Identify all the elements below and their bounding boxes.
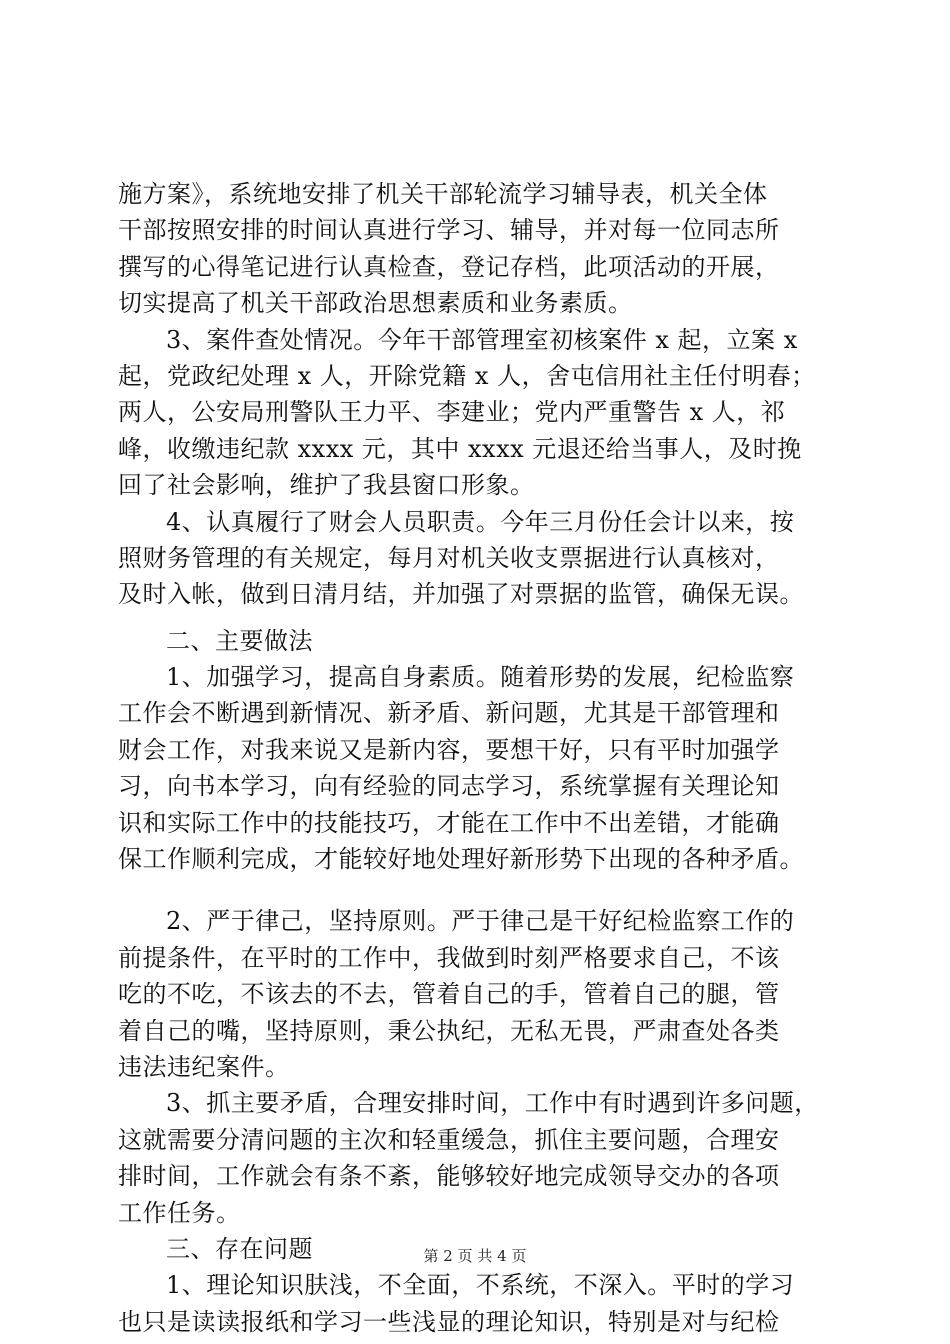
text-line: 违法违纪案件。 — [118, 1052, 290, 1081]
text-line: 两人，公安局刑警队王力平、李建业；党内严重警告 x 人，祁 — [118, 398, 786, 427]
text-line: 照财务管理的有关规定，每月对机关收支票据进行认真核对， — [118, 543, 780, 572]
text-line: 工作任务。 — [118, 1198, 241, 1227]
paragraph-start: 1、加强学习，提高自身素质。随着形势的发展，纪检监察 — [166, 663, 795, 692]
text-line: 吃的不吃，不该去的不去，管着自己的手，管着自己的腿，管 — [118, 980, 780, 1009]
text-line: 切实提高了机关干部政治思想素质和业务素质。 — [118, 289, 633, 318]
paragraph-start: 4、认真履行了财会人员职责。今年三月份任会计以来，按 — [166, 507, 795, 536]
text-line: 工作会不断遇到新情况、新矛盾、新问题，尤其是干部管理和 — [118, 699, 780, 728]
text-line: 着自己的嘴，坚持原则，秉公执纪，无私无畏，严肃查处各类 — [118, 1016, 780, 1045]
text-line: 回了社会影响，维护了我县窗口形象。 — [118, 471, 535, 500]
text-line: 保工作顺利完成，才能较好地处理好新形势下出现的各种矛盾。 — [118, 845, 804, 874]
text-line: 排时间，工作就会有条不紊，能够较好地完成领导交办的各项 — [118, 1162, 780, 1191]
section-heading: 三、存在问题 — [166, 1234, 313, 1263]
paragraph-gap — [118, 877, 838, 903]
text-line: 前提条件，在平时的工作中，我做到时刻严格要求自己，不该 — [118, 943, 780, 972]
text-line: 也只是读读报纸和学习一些浅显的理论知识，特别是对与纪检 — [118, 1307, 780, 1336]
paragraph-start: 1、理论知识肤浅，不全面，不系统，不深入。平时的学习 — [166, 1271, 795, 1300]
paragraph-start: 3、抓主要矛盾，合理安排时间，工作中有时遇到许多问题， — [166, 1089, 819, 1118]
text-line: 峰，收缴违纪款 xxxx 元，其中 xxxx 元退还给当事人，及时挽 — [118, 434, 802, 463]
text-line: 撰写的心得笔记进行认真检查，登记存档，此项活动的开展， — [118, 252, 780, 281]
text-line: 财会工作，对我来说又是新内容，要想干好，只有平时加强学 — [118, 735, 780, 764]
text-line: 识和实际工作中的技能技巧，才能在工作中不出差错，才能确 — [118, 808, 780, 837]
text-line: 施方案》，系统地安排了机关干部轮流学习辅导表，机关全体 — [118, 180, 768, 208]
page-number-footer: 第 2 页 共 4 页 — [423, 1247, 527, 1265]
paragraph-gap — [118, 613, 838, 623]
paragraph-start: 3、案件查处情况。今年干部管理室初核案件 x 起，立案 x — [166, 325, 798, 354]
paragraph-start: 2、严于律己，坚持原则。严于律己是干好纪检监察工作的 — [166, 907, 795, 936]
document-body — [118, 176, 838, 1340]
text-line: 及时入帐，做到日清月结，并加强了对票据的监管，确保无误。 — [118, 580, 804, 609]
section-heading: 二、主要做法 — [166, 626, 313, 655]
text-line: 干部按照安排的时间认真进行学习、辅导，并对每一位同志所 — [118, 216, 780, 245]
text-line: 这就需要分清问题的主次和轻重缓急，抓住主要问题，合理安 — [118, 1125, 780, 1154]
text-line: 习，向书本学习，向有经验的同志学习，系统掌握有关理论知 — [118, 772, 780, 801]
text-line: 起，党政纪处理 x 人，开除党籍 x 人，舍屯信用社主任付明春； — [118, 361, 816, 390]
